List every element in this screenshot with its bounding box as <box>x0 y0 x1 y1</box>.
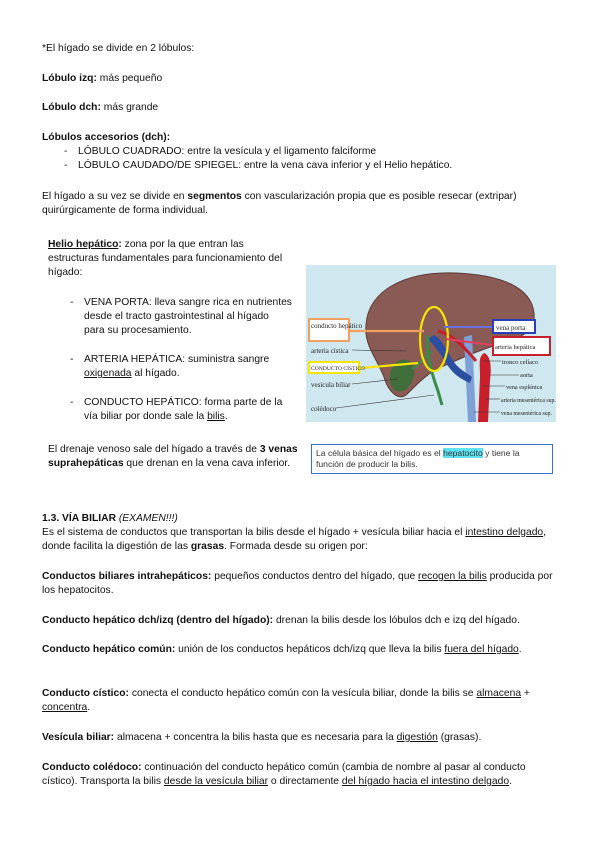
label-aorta: aorta <box>520 372 533 379</box>
intro-bold: grasas <box>190 541 225 552</box>
label-vena-porta: vena porta <box>496 324 526 332</box>
cistico-underline-2: concentra <box>42 702 88 713</box>
vesicula-paragraph <box>42 731 562 745</box>
list-item <box>66 396 292 424</box>
intrahep-underline: recogen la bilis <box>418 571 487 582</box>
label-art-mesenterica: arteria mesentérica sup. <box>501 398 556 404</box>
segmentos-post: con vascularización propia que es posible resecar (extripar) quirúrgicamente de forma individual. <box>42 191 517 216</box>
conducto-underline: bilis <box>207 411 225 422</box>
dchizq-label: Conducto hepático dch/izq (dentro del hígado): <box>42 615 274 626</box>
segmentos-pre: El hígado a su vez se divide en <box>42 191 188 202</box>
cistico-pre: conecta el conducto hepático común con la vesícula biliar, donde la bilis se <box>128 688 477 699</box>
comun-label: Conducto hepático común: <box>42 644 176 655</box>
drenaje-post: que drenan en la vena cava inferior. <box>123 458 291 469</box>
section-heading: 1.3. VÍA BILIAR <box>42 513 116 524</box>
comun-paragraph <box>42 643 562 657</box>
cistico-post: . <box>87 702 91 713</box>
coledoco-mid: o directamente <box>268 776 342 787</box>
list-item <box>66 296 292 338</box>
segmentos-paragraph <box>42 190 562 218</box>
vesicula-label: Vesícula biliar: <box>42 732 115 743</box>
lobulo-izq-line <box>42 72 162 86</box>
conducto-post: . <box>224 411 228 422</box>
drenaje-paragraph <box>48 443 298 471</box>
cistico-underline-1: almacena <box>476 688 522 699</box>
comun-pre: unión de los conductos hepáticos dch/izq que lleva la bilis <box>175 644 445 655</box>
list-item <box>66 353 292 381</box>
coledoco-underline-1: desde la vesícula biliar <box>163 776 269 787</box>
lobulo-izq-label: Lóbulo izq: <box>42 73 97 84</box>
caption-highlight: hepatocito <box>443 448 483 458</box>
lobulo-dch-line <box>42 101 158 115</box>
accesorios-title-text: Lóbulos accesorios (dch): <box>42 132 171 143</box>
list-item: - LÓBULO CUADRADO: entre la vesícula y el ligamento falciforme <box>60 145 560 159</box>
cistico-label: Conducto cístico: <box>42 688 129 699</box>
intrahep-post: producida por los hepatocitos. <box>42 571 553 596</box>
caption-pre: La célula básica del hígado es el <box>316 448 444 458</box>
lobulo-dch-text: más grande <box>100 102 159 113</box>
coledoco-underline-2: del hígado hacia el intestino delgado <box>341 776 510 787</box>
hilio-paragraph <box>48 238 293 280</box>
conducto-pre: CONDUCTO HEPÁTICO: forma parte de la vía biliar por donde sale la <box>84 397 283 422</box>
section-heading-note: (EXAMEN!!!) <box>118 513 178 524</box>
via-biliar-intro <box>42 526 562 554</box>
lobulo-izq-text: más pequeño <box>96 73 163 84</box>
comun-underline: fuera del hígado <box>444 644 519 655</box>
coledoco-post: . <box>509 776 512 787</box>
intro-pre: Es el sistema de conductos que transportan la bilis desde el hígado + vesícula biliar hacia el <box>42 527 466 538</box>
label-vena-mesenterica: vena mesentérica sup. <box>501 411 553 417</box>
label-vesicula-biliar: vesícula biliar <box>311 381 351 389</box>
label-coledoco: colédoco <box>311 405 337 413</box>
coledoco-label: Conducto colédoco: <box>42 762 142 773</box>
vesicula-underline: digestión <box>396 732 438 743</box>
liver-diagram <box>306 265 556 422</box>
vesicula-post: (grasas). <box>437 732 482 743</box>
label-conducto-cistico: CONDUCTO CÍSTICO <box>311 366 366 372</box>
hilio-list <box>66 296 292 424</box>
intro-underline: intestino delgado <box>465 527 544 538</box>
drenaje-pre: El drenaje venoso sale del hígado a través de <box>48 444 260 455</box>
intrahep-pre: pequeños conductos dentro del hígado, que <box>211 571 419 582</box>
hilio-title: Helio hepático <box>48 239 119 250</box>
intro-mid: , donde facilita la digestión de las <box>42 527 547 552</box>
figure-caption <box>311 444 553 474</box>
arteria-pre: ARTERIA HEPÁTICA: suministra sangre <box>84 354 270 365</box>
label-tronco-celiaco: tronco celíaco <box>502 359 539 366</box>
intrahepaticos-paragraph <box>42 570 562 598</box>
accesorios-title <box>42 131 170 145</box>
coledoco-pre: continuación del conducto hepático común (cambia de nombre al pasar al conducto cístico). Transporta la bilis <box>42 762 526 787</box>
intrahep-label: Conductos biliares intrahepáticos: <box>42 571 212 582</box>
list-item: - LÓBULO CAUDADO/DE SPIEGEL: entre la vena cava inferior y el Helio hepático. <box>60 159 560 173</box>
arteria-post: al hígado. <box>131 368 180 379</box>
hilio-desc: zona por la que entran las estructuras fundamentales para funcionamiento del hígado: <box>48 239 283 278</box>
label-arteria-hepatica: arteria hepática <box>495 344 536 351</box>
cistico-paragraph <box>42 687 562 715</box>
label-conducto-hepatico-1: conducto hepático <box>311 322 363 330</box>
drenaje-bold: 3 venas suprahepáticas <box>48 444 298 469</box>
accesorios-list <box>60 145 560 173</box>
label-arteria-cistica: arteria cística <box>311 347 349 355</box>
vena-porta-text: VENA PORTA: lleva sangre rica en nutrientes desde el tracto gastrointestinal al hígado para su procesamiento. <box>84 297 292 336</box>
cistico-mid: + <box>521 688 530 699</box>
label-vena-esplenica: vena esplénica <box>506 384 543 391</box>
coledoco-paragraph <box>42 761 562 789</box>
arteria-underline: oxigenada <box>84 368 132 379</box>
vesicula-pre: almacena + concentra la bilis hasta que es necesaria para la <box>114 732 397 743</box>
comun-post: . <box>518 644 522 655</box>
division-text: *El hígado se divide en 2 lóbulos: <box>42 43 195 54</box>
dchizq-paragraph <box>42 614 572 628</box>
lobulo-dch-label: Lóbulo dch: <box>42 102 101 113</box>
via-biliar-heading <box>42 512 178 526</box>
intro-post: . Formada desde su origen por: <box>224 541 368 552</box>
caption-post: y tiene la función de producir la bilis. <box>316 448 520 469</box>
hilio-colon: : <box>118 239 122 250</box>
segmentos-bold: segmentos <box>187 191 242 202</box>
dchizq-text: drenan la bilis desde los lóbulos dch e izq del hígado. <box>273 615 520 626</box>
